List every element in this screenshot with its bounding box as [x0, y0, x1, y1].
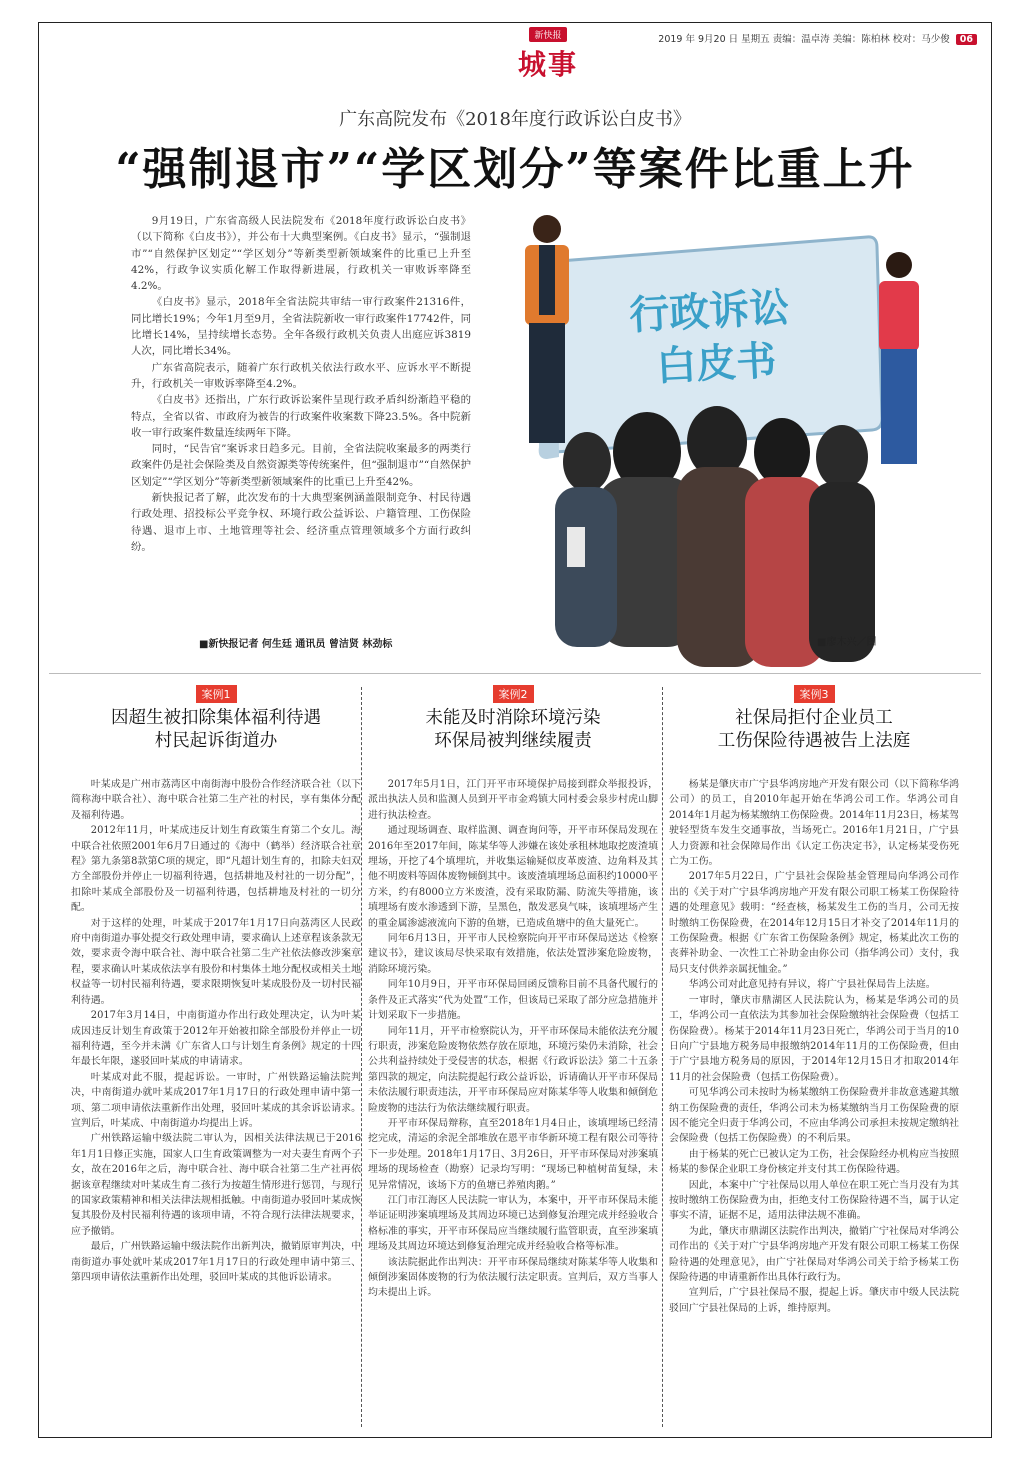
date-editors: 2019 年 9月20 日 星期五 责编：温卓涛 美编：陈柏林 校对：马少俊	[658, 34, 950, 45]
case-tag: 案例2	[493, 685, 534, 703]
case-title-line: 未能及时消除环境污染	[425, 708, 601, 728]
case-title-line: 社保局拒付企业员工	[735, 708, 893, 728]
case-paragraph: 江门市江海区人民法院一审认为，本案中，开平市环保局未能举证证明涉案填埋场及其周边环境已达到修复治理完成并经验收合格标准的事实，开平市环保局应当继续履行监管职责，直至涉案填埋场及其周边环境达到修复治理完成并经验收合格等标准。	[368, 1194, 658, 1253]
case-title-line: 环保局被判继续履责	[434, 731, 592, 751]
byline: ■新快报记者 何生廷 通讯员 曾洁贤 林劲标	[199, 639, 393, 650]
article-headline: “强制退市”“学区划分”等案件比重上升	[115, 144, 915, 195]
column-divider	[361, 687, 362, 1427]
case-1	[71, 683, 361, 1285]
case-paragraph: 可见华鸿公司未按时为杨某缴纳工伤保险费并非故意逃避其缴纳工伤保险费的责任，华鸿公司未为杨某缴纳当月工伤保险费的原因不能完全归责于华鸿公司，不应由华鸿公司承担未按规定缴纳社会保险费（包括工伤保险费）的不利后果。	[669, 1087, 959, 1145]
case-paragraph: 叶某成是广州市荔湾区中南街海中股份合作经济联合社（以下简称海中联合社）、海中联合社第二生产社的村民，享有集体分配及福利待遇。	[71, 779, 361, 821]
illustration	[477, 207, 947, 687]
case-paragraph: 一审时，肇庆市鼎湖区人民法院认为，杨某是华鸿公司的员工，华鸿公司一直依法为其参加社会保险缴纳社会保险费（包括工伤保险费）。杨某于2014年11月23日死亡，华鸿公司于当月的10日向广宁县地方税务局申报缴纳2014年11月的工伤保险费，但由于广宁县地方税务局的原因，于2014年12月15日才扣取2014年11月的社会保险费（包括工伤保险费）。	[669, 994, 959, 1083]
case-paragraph: 对于这样的处理，叶某成于2017年1月17日向荔湾区人民政府中南街道办事处提交行政处理申请，要求确认上述章程该条款无效，要求责令海中联合社、海中联合社第二生产社依法修改涉案章程，要求确认叶某成依法享有股份和村集体土地分配权或相关土地权益等一切村民福利待遇，要求限期恢复叶某成股份及一切村民福利待遇。	[71, 917, 361, 1006]
banner-title-line2: 白皮书	[655, 337, 778, 391]
case-paragraph: 2012年11月，叶某成违反计划生育政策生育第二个女儿。海中联合社依照2001年6月7日通过的《海中（鹤举）经济联合社章程》第九条第8款第C项的规定，即“凡超计划生育的，扣除夫妇双方全部股份并停止一切福利待遇，包括耕地及村社的一切分配”，扣除叶某成全部股份及一切福利待遇，包括耕地及村社的一切分配。	[71, 825, 361, 914]
lead-paragraph: 《白皮书》显示，2018年全省法院共审结一审行政案件21316件，同比增长19%；今年1月至9月，全省法院新收一审行政案件17742件，同比增长14%，呈持续增长态势。全年各级行政机关负责人出庭应诉3819人次，同比增长34%。	[131, 296, 471, 358]
case-paragraph: 宣判后，广宁县社保局不服，提起上诉。肇庆市中级人民法院驳回广宁县社保局的上诉，维持原判。	[669, 1287, 959, 1314]
lead-paragraph: 《白皮书》还指出，广东行政诉讼案件呈现行政矛盾纠纷渐趋平稳的特点，全省以省、市政府为被告的行政案件收案数下降23.5%。各中院新收一审行政案件数量连续两年下降。	[131, 394, 471, 439]
case-tag: 案例3	[794, 685, 835, 703]
newspaper-page	[38, 22, 992, 1438]
case-paragraph: 华鸿公司对此意见持有异议，将广宁县社保局告上法庭。	[688, 979, 936, 991]
case-paragraph: 该法院据此作出判决：开平市环保局继续对陈某华等人收集和倾倒涉案固体废物的行为依法履行法定职责。宣判后，双方当事人均未提出上诉。	[368, 1256, 658, 1299]
case-paragraph: 为此，肇庆市鼎湖区法院作出判决，撤销广宁社保局对华鸿公司作出的《关于对广宁县华鸿房地产开发有限公司职工杨某工伤保险待遇的处理意见》，由广宁社保局对华鸿公司关于给予杨某工伤保险待遇的申请重新作出具体行政行为。	[669, 1225, 959, 1283]
section-badge	[509, 23, 587, 83]
lead-paragraph: 9月19日，广东省高级人民法院发布《2018年度行政诉讼白皮书》（以下简称《白皮书》），并公布十大典型案例。《白皮书》显示，“强制退市”“自然保护区划定”“学区划分”等新类型新领域案件的比重已上升至42%，行政争议实质化解工作取得新进展，行政机关一审败诉率降至4.2%。	[131, 215, 471, 293]
lead-article-body	[131, 213, 471, 555]
case-body	[669, 777, 959, 1316]
case-title	[368, 707, 658, 753]
case-title-line: 工伤保险待遇被告上法庭	[717, 731, 911, 751]
case-tag: 案例1	[196, 685, 237, 703]
case-paragraph: 同年11月，开平市检察院认为，开平市环保局未能依法充分履行职责，涉案危险废物依然存放在原地，环境污染仍未消除，社会公共利益持续处于受侵害的状态，根据《行政诉讼法》第二十五条第四款的规定，向法院提起行政公益诉讼，诉请确认开平市环保局未依法履行职责违法，开平市环保局应对陈某华等人收集和倾倒危险废物的违法行为依法继续履行职责。	[368, 1025, 658, 1114]
case-paragraph: 叶某成对此不服，提起诉讼。一审时，广州铁路运输法院判决，中南街道办就叶某成2017年1月17日的行政处理申请中第一项、第二项申请依法重新作出处理，驳回叶某成的其余诉讼请求。宣判后，叶某成、中南街道办均提出上诉。	[71, 1071, 361, 1129]
page-meta	[658, 31, 977, 45]
case-2	[368, 683, 658, 1301]
case-paragraph: 通过现场调查、取样监测、调查询问等，开平市环保局发现在2016年至2017年间，陈某华等人涉嫌在该处承租林地取挖废渣填埋场，开挖了4个填埋坑，并收集运输疑似皮革废渣、边角料及其他不明废料等固体废物倾倒其中。该废渣填埋场总面积约10000平方米，约有8000立方米废渣，没有采取防漏、防流失等措施，该填埋场有废水渗透到下游，呈黑色，散发恶臭气味，该填埋场产生的重金属渗滤液流向下游的鱼塘，已造成鱼塘中的鱼大量死亡。	[368, 825, 658, 929]
case-body	[368, 777, 658, 1301]
lead-paragraph: 同时，“民告官”案诉求日趋多元。目前，全省法院收案最多的两类行政案件仍是社会保险类及自然资源类等传统案件，但“强制退市”“自然保护区划定”“学区划分”等新类型新领域案件的比重已上升至42%。	[131, 443, 471, 488]
man-figure	[525, 215, 569, 443]
article-subtitle: 广东高院发布《2018年度行政诉讼白皮书》	[339, 109, 691, 130]
lead-paragraph: 新快报记者了解，此次发布的十大典型案例涵盖限制竞争、村民待遇行政处理、招投标公平竞争权、环境行政公益诉讼、户籍管理、工伤保险待遇、退市上市、土地管理等社会、经济重点管理领域多个方面行政纠纷。	[131, 492, 471, 553]
lead-paragraph: 广东省高院表示，随着广东行政机关依法行政水平、应诉水平不断提升，行政机关一审败诉率降至4.2%。	[131, 361, 471, 390]
case-body	[71, 777, 361, 1285]
case-paragraph: 2017年5月1日，江门开平市环境保护局接到群众举报投诉，派出执法人员和监测人员到开平市金鸡镇大同村委会泉步村虎山脚进行执法检查。	[368, 779, 658, 821]
case-paragraph: 由于杨某的死亡已被认定为工伤，社会保险经办机构应当按照杨某的参保企业职工身份核定并支付其工伤保险待遇。	[669, 1148, 959, 1176]
case-paragraph: 因此，本案中广宁社保局以用人单位在职工死亡当月没有为其按时缴纳工伤保险费为由，拒绝支付工伤保险待遇不当，属于认定事实不清，证据不足，适用法律法规不准确。	[669, 1179, 959, 1222]
illustration-credit: ■廖木兴／图	[817, 637, 877, 648]
case-paragraph: 同年10月9日，开平市环保局回函反馈称目前不具备代履行的条件及正式落实“代为处置”工作，但该局已采取了部分应急措施并计划采取下一步措施。	[368, 979, 658, 1022]
case-paragraph: 杨某是肇庆市广宁县华鸿房地产开发有限公司（以下简称华鸿公司）的员工，自2010年起开始在华鸿公司工作。华鸿公司自2014年1月起为杨某缴纳工伤保险费。2014年11月23日，杨某驾驶轻型货车发生交通事故，当场死亡。2016年1月21日，广宁县人力资源和社会保障局作出《认定工伤决定书》，认定杨某受伤死亡为工伤。	[669, 779, 959, 868]
case-paragraph: 2017年3月14日，中南街道办作出行政处理决定，认为叶某成因违反计划生育政策于2012年开始被扣除全部股份并停止一切福利待遇，至今并未满《广东省人口与计划生育条例》规定的十四年最长年限，遂驳回叶某成的申请请求。	[71, 1010, 361, 1068]
case-title-line: 村民起诉街道办	[154, 731, 278, 751]
case-3	[669, 683, 959, 1316]
page-number: 06	[956, 34, 977, 45]
case-paragraph: 最后，广州铁路运输中级法院作出新判决，撤销原审判决，中南街道办事处就叶某成2017年1月17日的行政处理申请中第三、第四项申请依法重新作出处理，驳回叶某成的其他诉讼请求。	[71, 1241, 361, 1283]
case-paragraph: 同年6月13日，开平市人民检察院向开平市环保局送达《检察建议书》，建议该局尽快采取有效措施，依法处置涉案危险废物，消除环境污染。	[368, 933, 658, 975]
case-title	[71, 707, 361, 753]
case-paragraph: 开平市环保局辩称，直至2018年1月4日止，该填埋场已经清挖完成，清运的余泥全部堆放在恩平市华新环境工程有限公司等待下一步处理。2018年1月17日、3月26日，开平市环保局对涉案填埋场的现场检查（勘察）记录均写明：“现场已种植树苗复绿，未见异常情况，该场下方的鱼塘已养殖肉鹅。”	[368, 1117, 658, 1191]
section-name: 城事	[517, 48, 578, 81]
case-paragraph: 2017年5月22日，广宁县社会保险基金管理局向华鸿公司作出的《关于对广宁县华鸿房地产开发有限公司职工杨某工伤保险待遇的处理意见》载明：“经查核，杨某发生工伤的当月，公司无按时缴纳工伤保险费，在2014年12月15日才补交了2014年11月的工伤保险费。根据《广东省工伤保险条例》规定，杨某此次工伤的丧葬补助金、一次性工亡补助金由你公司（指华鸿公司）支付，我局只支付供养亲属抚恤金。”	[669, 871, 959, 975]
column-divider	[662, 687, 663, 1427]
banner-title-line1: 行政诉讼	[628, 284, 791, 340]
crowd	[555, 406, 875, 667]
case-paragraph: 广州铁路运输中级法院二审认为，因相关法律法规已于2016年1月1日修正实施，国家人口生育政策调整为一对夫妻生育两个子女，故在2016年之后，海中联合社、海中联合社第二生产社再依据该章程继续对叶某成生育二孩行为按超生情形进行惩罚，与现行的国家政策精神和相关法律法规相抵触。中南街道办驳回叶某成恢复其股份及村民福利待遇的该项申请，不符合现行法律法规要求，应予撤销。	[71, 1133, 361, 1237]
woman-figure	[879, 252, 919, 464]
case-title-line: 因超生被扣除集体福利待遇	[111, 708, 321, 728]
brand-logo: 新快报	[529, 27, 566, 42]
case-title	[669, 707, 959, 753]
section-divider	[49, 673, 981, 674]
